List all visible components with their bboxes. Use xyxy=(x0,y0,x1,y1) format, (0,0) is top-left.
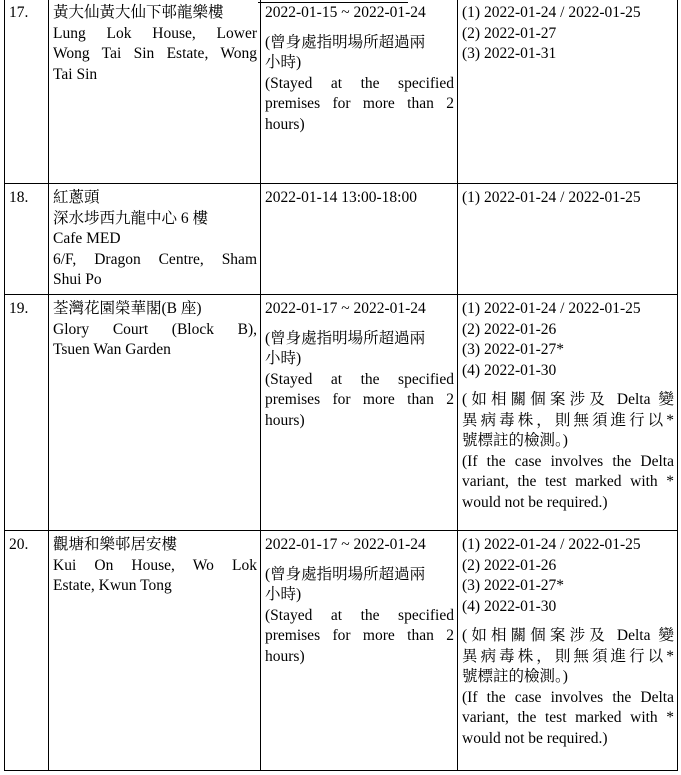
location-name-zh: 紅蔥頭 xyxy=(53,189,100,206)
test-dates-cell xyxy=(458,184,678,295)
variant-note-zh: 異病毒株，則無須進行以* xyxy=(462,647,674,665)
location-line: 6/F, Dragon Centre, Sham xyxy=(53,250,257,268)
variant-note-zh: (如相關個案涉及 Delta 變 xyxy=(462,627,674,644)
date-cell xyxy=(261,531,458,771)
variant-note-zh: 號標註的檢測。) xyxy=(462,432,568,449)
location-line: Kui On House, Wo Lok xyxy=(53,556,257,574)
stay-note-en: (Stayed at the specified xyxy=(265,74,454,92)
date-cell xyxy=(261,295,458,531)
stay-note-en: premises for more than 2 xyxy=(265,627,454,644)
location-line: Tai Sin xyxy=(53,65,98,83)
date-range: 2022-01-14 13:00-18:00 xyxy=(265,189,417,206)
location-cell xyxy=(49,531,261,771)
variant-note-en: variant, the test marked with * xyxy=(462,709,674,726)
location-line: Shui Po xyxy=(53,271,102,288)
variant-note-zh: 號標註的檢測。) xyxy=(462,668,568,685)
table-row xyxy=(5,295,678,531)
location-cell xyxy=(49,295,261,531)
location-line: Wong Tai Sin Estate, Wong xyxy=(53,45,257,62)
test-date: (2) 2022-01-27 xyxy=(462,24,557,42)
stay-note-en: premises for more than 2 xyxy=(265,95,454,112)
row-number: 17. xyxy=(5,0,49,184)
location-line: Estate, Kwun Tong xyxy=(53,577,172,594)
test-dates-cell xyxy=(458,0,678,184)
row-number: 20. xyxy=(5,531,49,771)
stay-note-zh: (曾身處指明場所超過兩 xyxy=(265,565,426,583)
date-range: 2022-01-17 ~ 2022-01-24 xyxy=(265,300,426,317)
variant-note-zh: 異病毒株，則無須進行以* xyxy=(462,411,674,429)
variant-note-en: (If the case involves the Delta xyxy=(462,688,674,706)
test-date: (4) 2022-01-30 xyxy=(462,361,557,379)
date-cell xyxy=(261,184,458,295)
variant-note-en: variant, the test marked with * xyxy=(462,473,674,490)
location-name-zh: 黃大仙黃大仙下邨龍樂樓 xyxy=(53,4,224,21)
stay-note-en: hours) xyxy=(265,411,305,429)
test-date: (3) 2022-01-31 xyxy=(462,45,557,62)
stay-note-zh: (曾身處指明場所超過兩 xyxy=(265,33,426,51)
location-cell xyxy=(49,184,261,295)
variant-note-en: would not be required.) xyxy=(462,729,608,747)
date-cell xyxy=(261,0,458,184)
test-dates-cell xyxy=(458,531,678,771)
test-date: (1) 2022-01-24 / 2022-01-25 xyxy=(462,536,641,553)
row-number: 19. xyxy=(5,295,49,531)
test-date: (1) 2022-01-24 / 2022-01-25 xyxy=(462,4,641,21)
test-date: (2) 2022-01-26 xyxy=(462,556,557,574)
table-row xyxy=(5,531,678,771)
variant-note-en: would not be required.) xyxy=(462,493,608,511)
stay-note-en: (Stayed at the specified xyxy=(265,370,454,388)
variant-note-en: (If the case involves the Delta xyxy=(462,452,674,470)
location-name-zh: 荃灣花園榮華閣(B 座) xyxy=(53,300,202,317)
stay-note-en: hours) xyxy=(265,115,305,133)
test-date: (3) 2022-01-27* xyxy=(462,341,565,358)
location-cell xyxy=(49,0,261,184)
row-number: 18. xyxy=(5,184,49,295)
variant-note-zh: (如相關個案涉及 Delta 變 xyxy=(462,391,674,408)
location-line: Cafe MED xyxy=(53,230,121,247)
location-line: Tsuen Wan Garden xyxy=(53,341,171,358)
date-range: 2022-01-17 ~ 2022-01-24 xyxy=(265,536,426,553)
location-line: Lung Lok House, Lower xyxy=(53,24,257,42)
location-line: 深水埗西九龍中心 6 樓 xyxy=(53,209,209,227)
venues-table xyxy=(4,0,678,771)
location-line: Glory Court (Block B), xyxy=(53,320,257,338)
stay-note-en: (Stayed at the specified xyxy=(265,606,454,624)
test-date: (1) 2022-01-24 / 2022-01-25 xyxy=(462,300,641,317)
stay-note-en: hours) xyxy=(265,647,305,665)
stay-note-zh: 小時) xyxy=(265,586,302,603)
location-name-zh: 觀塘和樂邨居安樓 xyxy=(53,536,178,553)
test-date: (2) 2022-01-26 xyxy=(462,320,557,338)
test-dates-cell xyxy=(458,295,678,531)
table-row xyxy=(5,0,678,184)
stay-note-en: premises for more than 2 xyxy=(265,391,454,408)
test-date: (4) 2022-01-30 xyxy=(462,597,557,615)
test-date: (1) 2022-01-24 / 2022-01-25 xyxy=(462,189,641,206)
stay-note-zh: 小時) xyxy=(265,350,302,367)
stay-note-zh: 小時) xyxy=(265,54,302,71)
table-row xyxy=(5,184,678,295)
stay-note-zh: (曾身處指明場所超過兩 xyxy=(265,329,426,347)
test-date: (3) 2022-01-27* xyxy=(462,577,565,594)
date-range: 2022-01-15 ~ 2022-01-24 xyxy=(265,4,426,21)
